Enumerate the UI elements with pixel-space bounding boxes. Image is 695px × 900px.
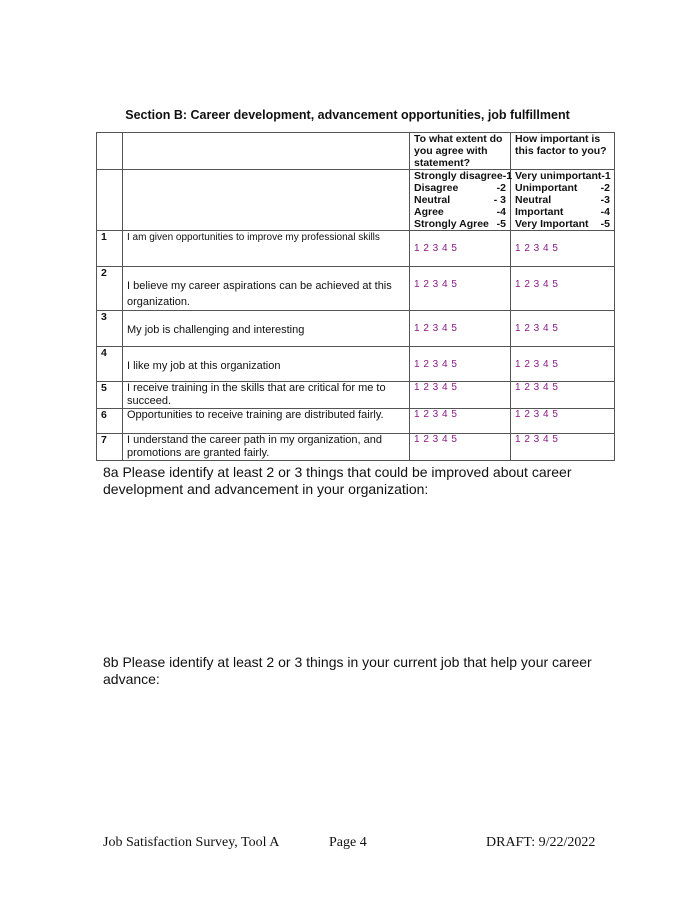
agree-scale-item: Neutral - 3 — [414, 194, 506, 206]
importance-scale-item: Very Important -5 — [515, 218, 610, 230]
importance-scale-item: Unimportant -2 — [515, 182, 610, 194]
question-row — [97, 311, 615, 347]
agree-scale-item: Strongly Agree -5 — [414, 218, 506, 230]
question-number: 3 — [97, 311, 123, 347]
importance-scale — [511, 170, 615, 231]
importance-scale-item: Very unimportant -1 — [515, 170, 611, 182]
header-num-cell — [97, 133, 123, 170]
question-text: I like my job at this organization — [123, 347, 410, 382]
header-statement-cell — [123, 133, 410, 170]
question-number: 5 — [97, 382, 123, 409]
agree-rating[interactable]: 1 2 3 4 5 — [410, 382, 511, 409]
question-number: 1 — [97, 231, 123, 267]
footer-page: Page 4 — [329, 835, 367, 850]
agree-rating[interactable]: 1 2 3 4 5 — [410, 434, 511, 461]
question-row — [97, 231, 615, 267]
agree-rating[interactable]: 1 2 3 4 5 — [410, 347, 511, 382]
agree-rating[interactable]: 1 2 3 4 5 — [410, 311, 511, 347]
survey-table — [96, 132, 615, 461]
question-text: Opportunities to receive training are distributed fairly. — [123, 409, 410, 434]
importance-rating[interactable]: 1 2 3 4 5 — [511, 267, 615, 311]
importance-rating[interactable]: 1 2 3 4 5 — [511, 311, 615, 347]
importance-rating[interactable]: 1 2 3 4 5 — [511, 382, 615, 409]
agree-rating[interactable]: 1 2 3 4 5 — [410, 267, 511, 311]
question-number: 7 — [97, 434, 123, 461]
question-8a: 8a Please identify at least 2 or 3 things that could be improved about career development and advancement in your organization: — [103, 464, 572, 497]
question-number: 2 — [97, 267, 123, 311]
question-text: I understand the career path in my organization, and promotions are granted fairly. — [123, 434, 410, 461]
footer-draft: DRAFT: 9/22/2022 — [486, 835, 596, 850]
question-8b: 8b Please identify at least 2 or 3 things in your current job that help your career advance: — [103, 654, 592, 687]
question-row — [97, 434, 615, 461]
agree-rating[interactable]: 1 2 3 4 5 — [410, 231, 511, 267]
question-number: 4 — [97, 347, 123, 382]
agree-scale — [410, 170, 511, 231]
header-agree: To what extent do you agree with statement? — [410, 133, 511, 170]
question-text: I receive training in the skills that are critical for me to succeed. — [123, 382, 410, 409]
question-text: I am given opportunities to improve my professional skills — [123, 231, 410, 267]
agree-scale-item: Disagree -2 — [414, 182, 506, 194]
question-row — [97, 409, 615, 434]
importance-scale-item: Important -4 — [515, 206, 610, 218]
question-text: My job is challenging and interesting — [123, 311, 410, 347]
importance-rating[interactable]: 1 2 3 4 5 — [511, 231, 615, 267]
importance-rating[interactable]: 1 2 3 4 5 — [511, 347, 615, 382]
question-number: 6 — [97, 409, 123, 434]
importance-rating[interactable]: 1 2 3 4 5 — [511, 434, 615, 461]
agree-scale-item: Agree -4 — [414, 206, 506, 218]
agree-rating[interactable]: 1 2 3 4 5 — [410, 409, 511, 434]
scale-row — [97, 170, 615, 231]
scale-num-cell — [97, 170, 123, 231]
question-row — [97, 382, 615, 409]
question-row — [97, 267, 615, 311]
scale-statement-cell — [123, 170, 410, 231]
question-row — [97, 347, 615, 382]
header-row — [97, 133, 615, 170]
section-title: Section B: Career development, advancement opportunities, job fulfillment — [125, 108, 570, 122]
header-importance: How important is this factor to you? — [511, 133, 615, 170]
agree-scale-item: Strongly disagree -1 — [414, 170, 513, 182]
footer-title: Job Satisfaction Survey, Tool A — [103, 835, 280, 850]
importance-scale-item: Neutral -3 — [515, 194, 610, 206]
question-text: I believe my career aspirations can be achieved at this organization. — [123, 267, 410, 311]
importance-rating[interactable]: 1 2 3 4 5 — [511, 409, 615, 434]
